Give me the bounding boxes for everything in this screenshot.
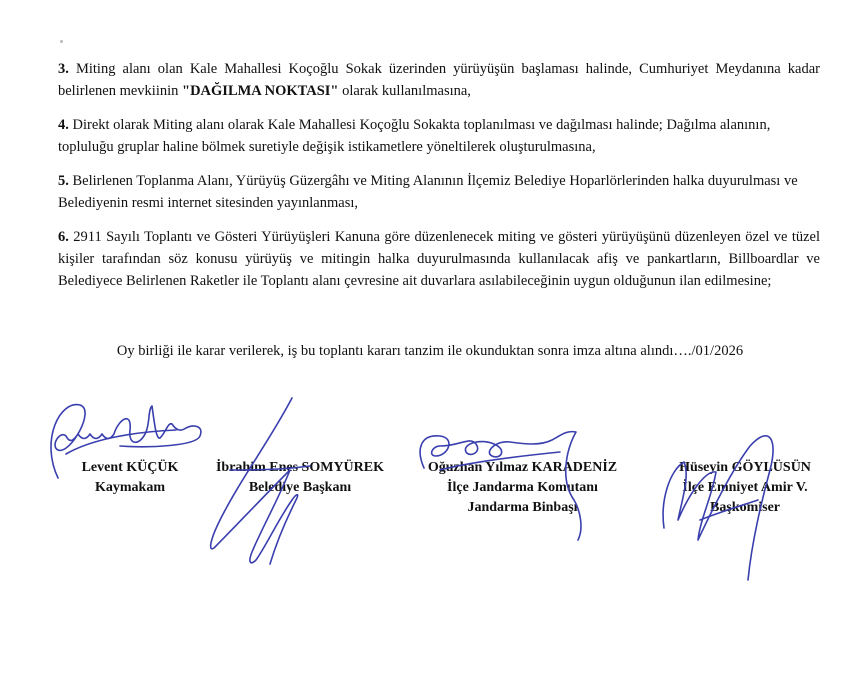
closing-statement: Oy birliği ile karar verilerek, iş bu toplantı kararı tanzim ile okunduktan sonra imza altına alındı…./01/2026 (116, 343, 744, 359)
signatory-title-2: Jandarma Binbaşı (467, 500, 578, 515)
signatory-name: İbrahim Enes SOMYÜREK (215, 460, 385, 475)
signatory-title-2: Başkomiser (710, 500, 780, 515)
signatory-name: Hüseyin GÖYLÜSÜN (679, 460, 811, 475)
item-text: Belirlenen Toplanma Alanı, Yürüyüş Güzergâhı ve Miting Alanının İlçemiz Belediye Hoparlörlerinden halka duyurulması ve Belediyenin resmi internet sitesinden yayınlanması, (58, 173, 798, 211)
signatory-name: Oğuzhan Yılmaz KARADENİZ (427, 460, 618, 475)
item-6 (58, 226, 820, 292)
item-text: Direkt olarak Miting alanı olarak Kale Mahallesi Koçoğlu Sokakta toplanılması ve dağılması halinde; Dağılma alanının, topluluğu gruplar haline bölmek suretiyle değişik istikametlere yöneltilerek oluşturulmasına, (58, 117, 771, 155)
item-text: 2911 Sayılı Toplantı ve Gösteri Yürüyüşleri Kanuna göre düzenlenecek miting ve gösteri yürüyüşünü düzenleyen özel ve tüzel kişiler tarafından söz konusu yürüyüş ve mitingin halka duyurulmasında kullanılacak afiş ve pankartların, Billboardlar ve Belediyece Belirlenen Raketler ile Toplantı alanı çevresine ait duvarlara asılabileceğinin uygun olduğunun ilan edilmesine; (58, 229, 820, 289)
item-bold-text: "DAĞILMA NOKTASI" (182, 83, 339, 99)
signature-block-belediye (205, 458, 395, 498)
item-number: 4. (58, 117, 69, 133)
signature-1-stroke (66, 430, 176, 454)
item-text-end: olarak kullanılmasına, (338, 83, 471, 99)
item-number: 6. (58, 229, 69, 245)
signatory-title: İlçe Jandarma Komutanı (447, 480, 598, 495)
item-number: 5. (58, 173, 69, 189)
signatory-title: İlçe Emniyet Amir V. (682, 480, 808, 495)
item-number: 3. (58, 61, 69, 77)
item-4 (58, 114, 820, 158)
signature-block-emniyet (655, 458, 835, 518)
signatory-title: Kaymakam (95, 480, 165, 495)
scan-speck (60, 40, 63, 43)
signature-block-jandarma (400, 458, 645, 518)
item-5 (58, 170, 820, 214)
signatory-title: Belediye Başkanı (248, 480, 352, 495)
item-text: Miting alanı olan Kale Mahallesi Koçoğlu Sokak üzerinden yürüyüşün başlaması halinde, Cumhuriyet Meydanına kadar belirlenen mevkiinin (58, 61, 820, 99)
signature-block-kaymakam (50, 458, 210, 498)
signatory-name: Levent KÜÇÜK (81, 460, 179, 475)
item-3 (58, 58, 820, 102)
